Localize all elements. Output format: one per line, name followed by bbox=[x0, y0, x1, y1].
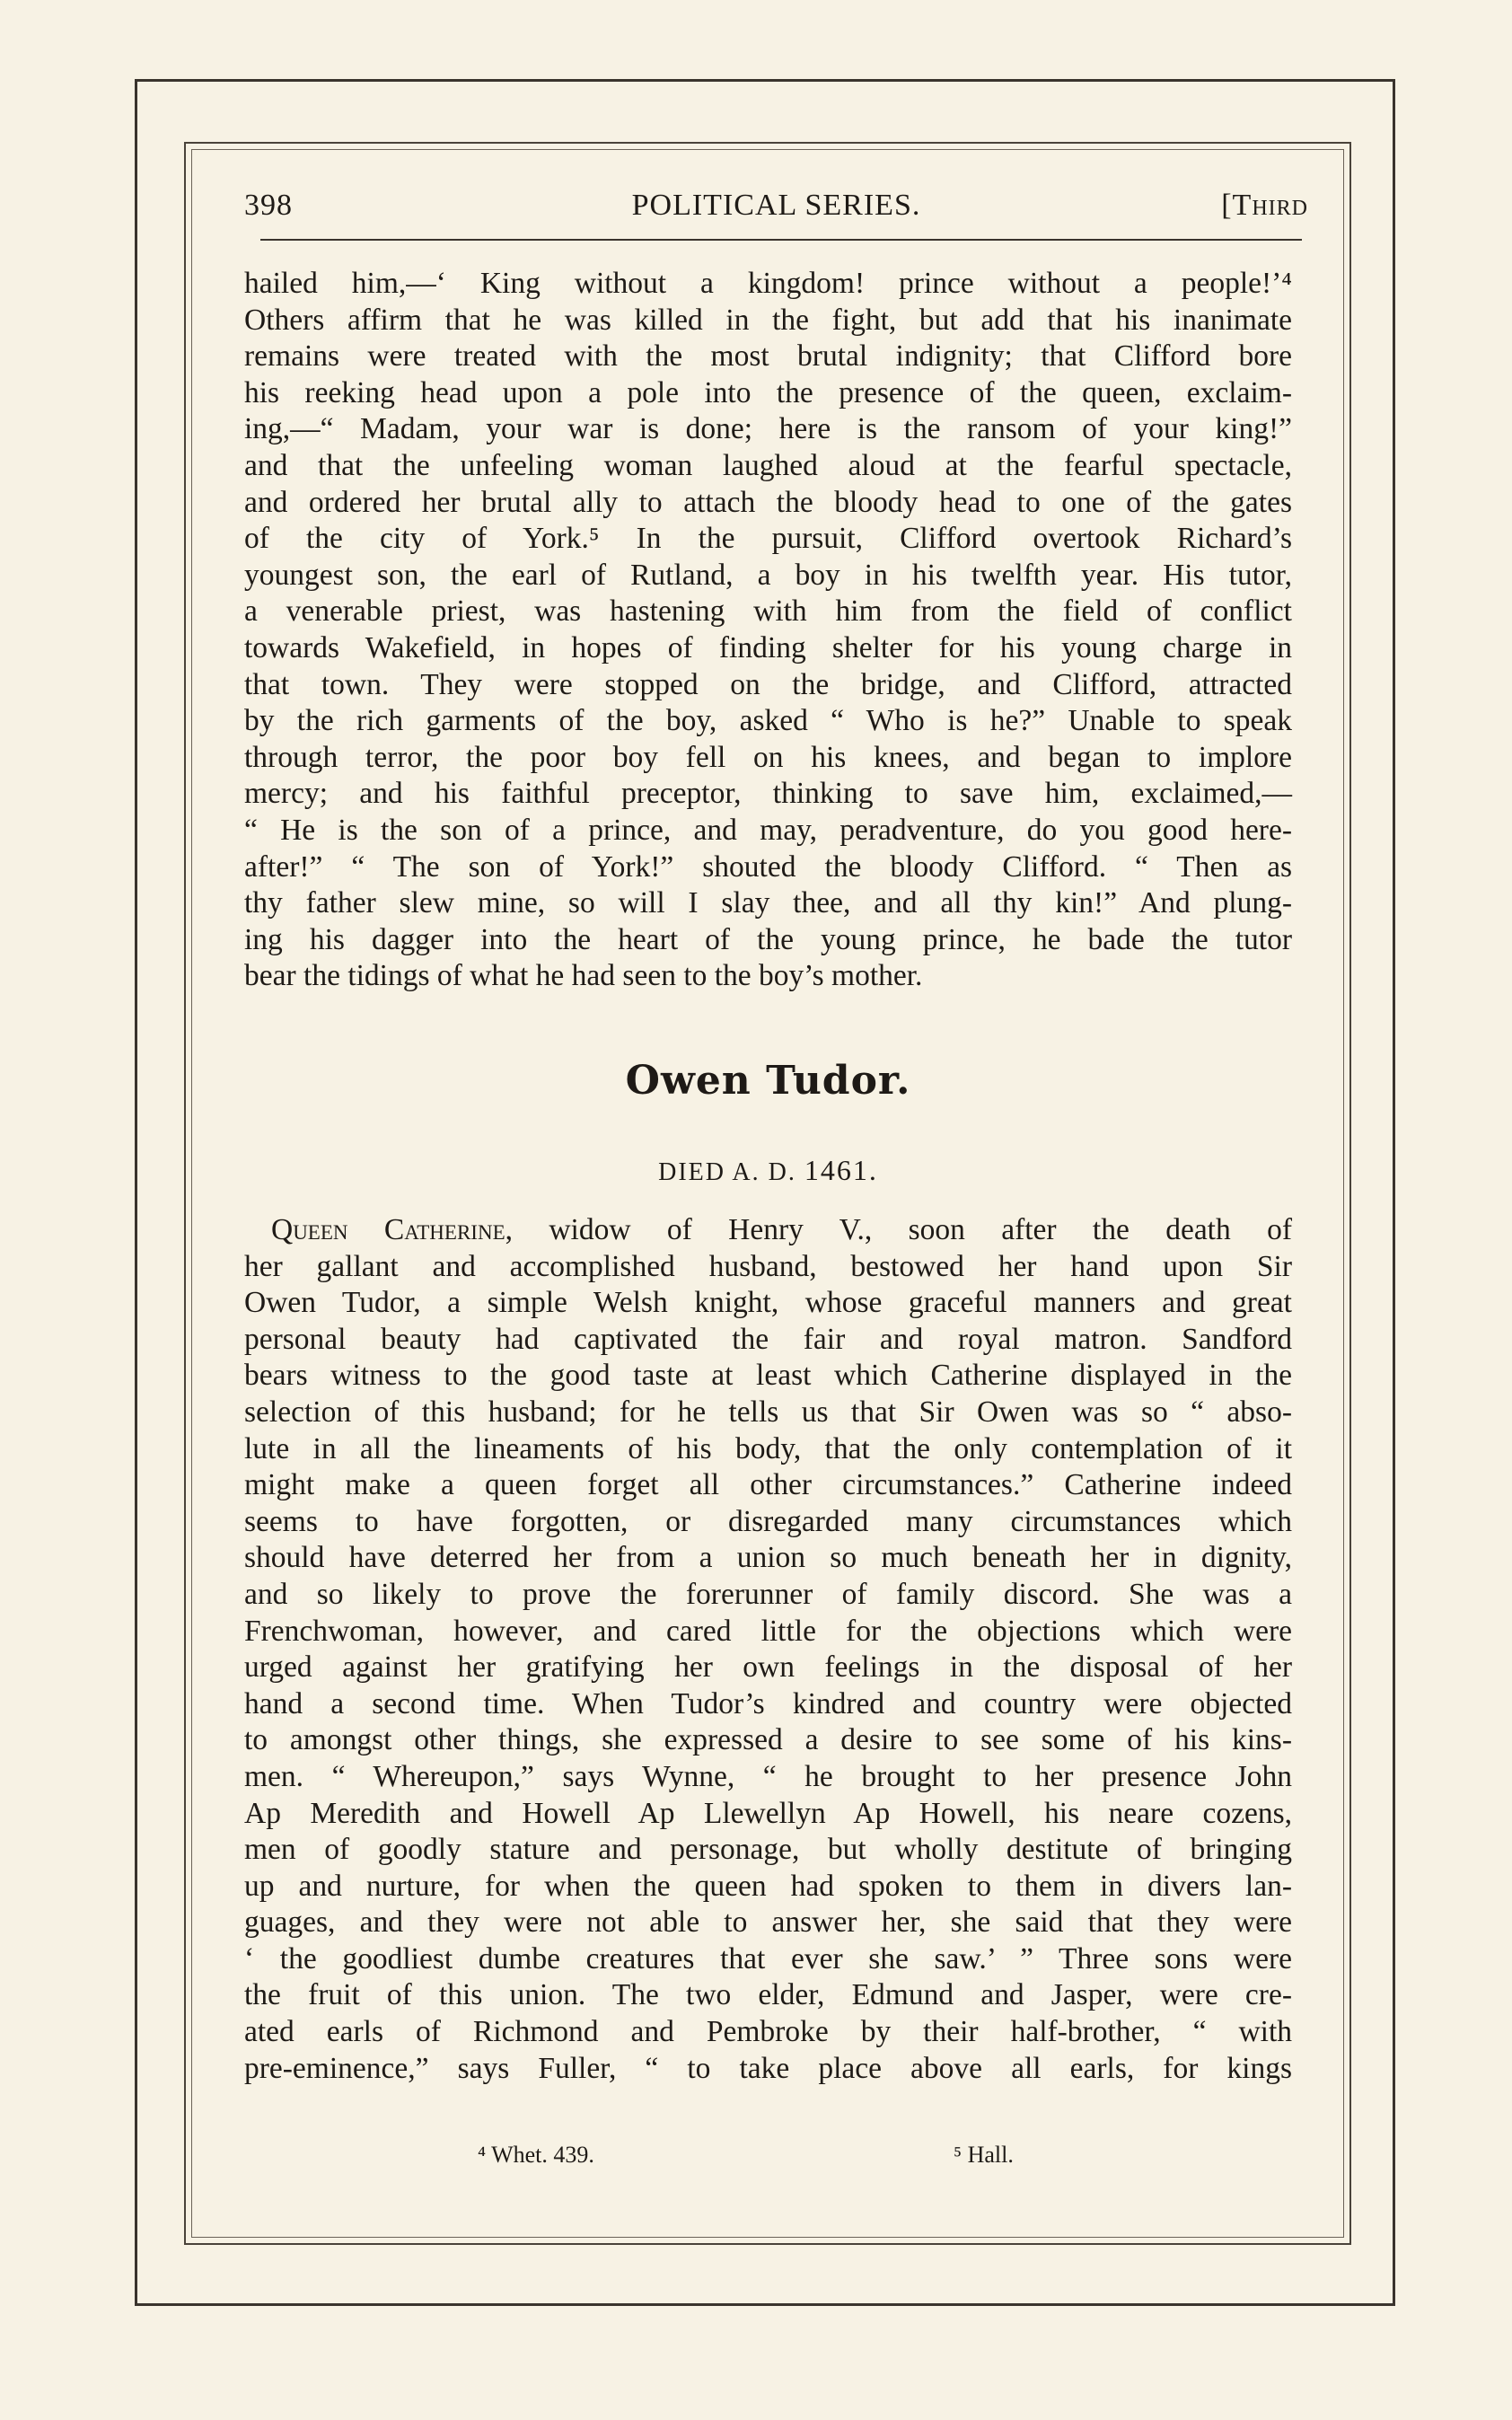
text-line: remains were treated with the most brutal indignity; that Clifford bore bbox=[244, 339, 1292, 374]
text-line: towards Wakefield, in hopes of finding shelter for his young charge in bbox=[244, 630, 1292, 664]
text-line: Owen Tudor, a simple Welsh knight, whose graceful manners and great bbox=[244, 1286, 1292, 1320]
text-line: seems to have forgotten, or disregarded many circumstances which bbox=[244, 1504, 1292, 1538]
text-line: “ He is the son of a prince, and may, peradventure, do you good here- bbox=[244, 813, 1292, 847]
text-line: guages, and they were not able to answer her, she said that they were bbox=[244, 1905, 1292, 1940]
header-rule bbox=[260, 239, 1302, 241]
text-line: thy father slew mine, so will I slay thee, and all thy kin!” And plung- bbox=[244, 886, 1292, 920]
subject-name: Queen Catherine, bbox=[271, 1213, 514, 1246]
footnotes bbox=[244, 2142, 1292, 2178]
text-line: up and nurture, for when the queen had spoken to them in divers lan- bbox=[244, 1869, 1292, 1903]
body-text-section-2 bbox=[244, 1212, 1292, 2087]
text-line: might make a queen forget all other circumstances.” Catherine indeed bbox=[244, 1468, 1292, 1502]
death-date bbox=[244, 1154, 1292, 1187]
text-line: men of goodly stature and personage, but wholly destitute of bringing bbox=[244, 1833, 1292, 1867]
death-label: DIED A. D. bbox=[658, 1158, 796, 1186]
text-line: of the city of York.⁵ In the pursuit, Clifford overtook Richard’s bbox=[244, 522, 1292, 556]
text-line: by the rich garments of the boy, asked “ Who is he?” Unable to speak bbox=[244, 704, 1292, 738]
page-number: 398 bbox=[244, 189, 293, 222]
text-line: and so likely to prove the forerunner of family discord. She was a bbox=[244, 1577, 1292, 1611]
part-label: [Third bbox=[1221, 189, 1308, 222]
text-line: to amongst other things, she expressed a desire to see some of his kins- bbox=[244, 1723, 1292, 1757]
text-line: his reeking head upon a pole into the presence of the queen, exclaim- bbox=[244, 375, 1292, 409]
text-line: after!” “ The son of York!” shouted the bloody Clifford. “ Then as bbox=[244, 849, 1292, 884]
text-span: widow of Henry V., soon after the death of bbox=[513, 1213, 1292, 1246]
text-line bbox=[244, 1212, 1292, 1249]
section-heading: Owen Tudor. bbox=[625, 1058, 911, 1104]
text-line: a venerable priest, was hastening with him from the field of conflict bbox=[244, 594, 1292, 629]
text-line: mercy; and his faithful preceptor, thinking to save him, exclaimed,— bbox=[244, 777, 1292, 811]
body-text-section-1 bbox=[244, 266, 1292, 995]
text-line: bear the tidings of what he had seen to the boy’s mother. bbox=[244, 959, 923, 993]
text-line: and that the unfeeling woman laughed aloud at the fearful spectacle, bbox=[244, 448, 1292, 482]
text-line: the fruit of this union. The two elder, Edmund and Jasper, were cre- bbox=[244, 1978, 1292, 2012]
text-line: ing,—“ Madam, your war is done; here is the ransom of your king!” bbox=[244, 412, 1292, 446]
text-line: Frenchwoman, however, and cared little for the objections which were bbox=[244, 1614, 1292, 1648]
text-line: Others affirm that he was killed in the fight, but add that his inanimate bbox=[244, 303, 1292, 337]
text-line: men. “ Whereupon,” says Wynne, “ he brought to her presence John bbox=[244, 1759, 1292, 1793]
text-line: lute in all the lineaments of his body, that the only contemplation of it bbox=[244, 1431, 1292, 1465]
text-line: hand a second time. When Tudor’s kindred and country were objected bbox=[244, 1686, 1292, 1720]
footnote-5: ⁵ Hall. bbox=[954, 2142, 1014, 2168]
text-line: her gallant and accomplished husband, bestowed her hand upon Sir bbox=[244, 1249, 1292, 1283]
text-line: selection of this husband; for he tells us that Sir Owen was so “ abso- bbox=[244, 1395, 1292, 1429]
death-year: 1461. bbox=[804, 1154, 878, 1186]
text-line: and ordered her brutal ally to attach the bloody head to one of the gates bbox=[244, 485, 1292, 519]
text-line: pre-eminence,” says Fuller, “ to take place above all earls, for kings bbox=[244, 2051, 1292, 2085]
text-line: youngest son, the earl of Rutland, a boy in his twelfth year. His tutor, bbox=[244, 558, 1292, 592]
text-line: ing his dagger into the heart of the young prince, he bade the tutor bbox=[244, 922, 1292, 956]
series-title: POLITICAL SERIES. bbox=[631, 189, 921, 222]
text-line: urged against her gratifying her own feelings in the disposal of her bbox=[244, 1650, 1292, 1685]
text-line: through terror, the poor boy fell on his knees, and began to implore bbox=[244, 740, 1292, 774]
text-line: that town. They were stopped on the bridge, and Clifford, attracted bbox=[244, 667, 1292, 701]
text-line: Ap Meredith and Howell Ap Llewellyn Ap Howell, his neare cozens, bbox=[244, 1796, 1292, 1830]
text-line: personal beauty had captivated the fair and royal matron. Sandford bbox=[244, 1322, 1292, 1356]
running-head bbox=[244, 189, 1308, 233]
text-line: should have deterred her from a union so much beneath her in dignity, bbox=[244, 1541, 1292, 1575]
text-line: ‘ the goodliest dumbe creatures that ever she saw.’ ” Three sons were bbox=[244, 1941, 1292, 1976]
text-line: ated earls of Richmond and Pembroke by their half-brother, “ with bbox=[244, 2015, 1292, 2049]
text-line: bears witness to the good taste at least which Catherine displayed in the bbox=[244, 1359, 1292, 1393]
footnote-4: ⁴ Whet. 439. bbox=[478, 2142, 594, 2168]
text-line: hailed him,—‘ King without a kingdom! prince without a people!’⁴ bbox=[244, 267, 1292, 300]
